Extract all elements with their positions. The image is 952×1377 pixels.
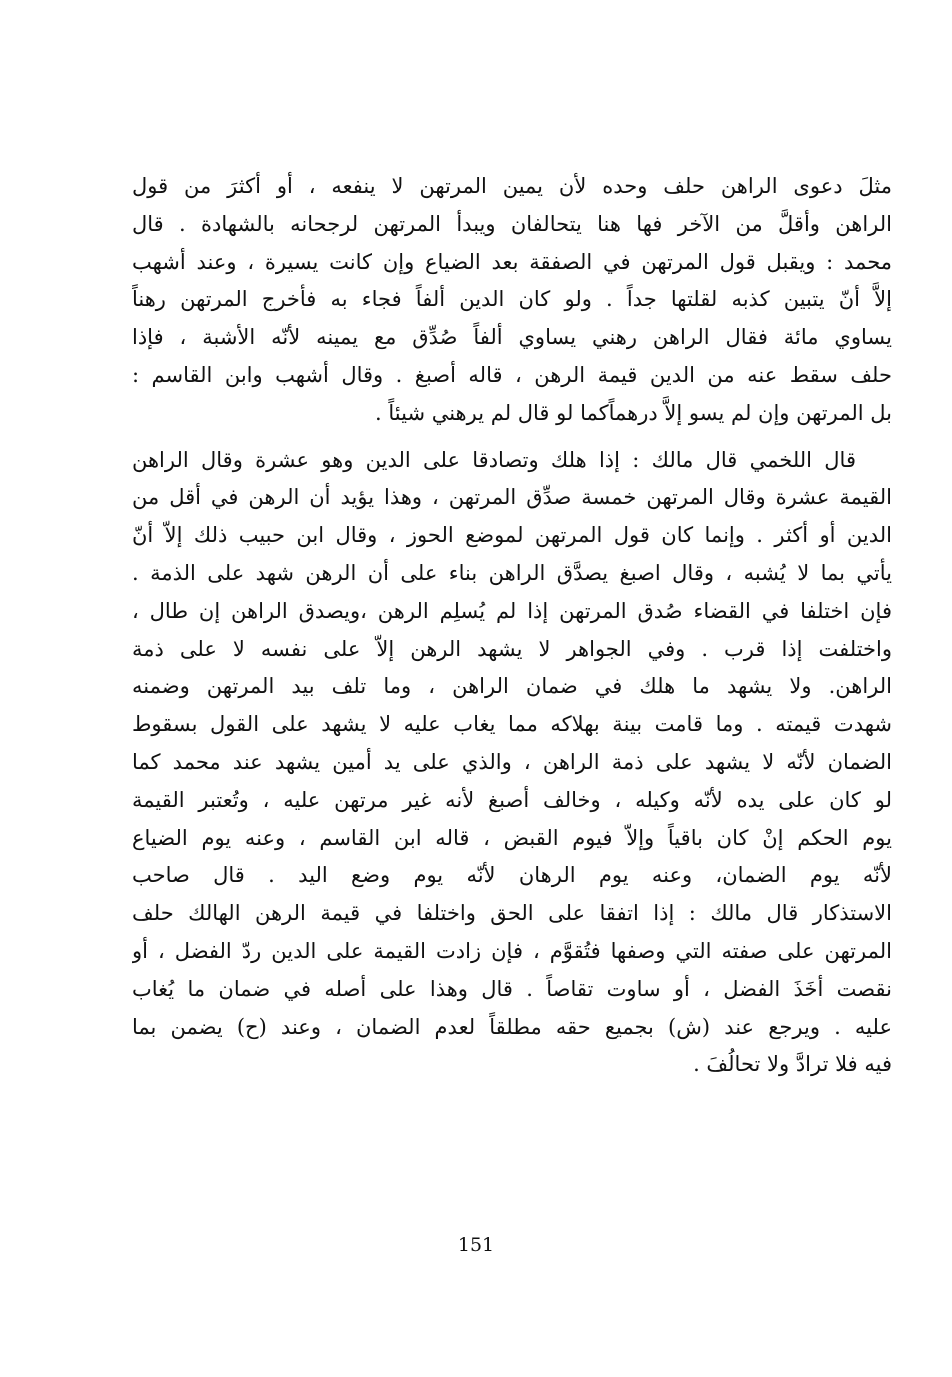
text-line: محمد : ويقبل قول المرتهن في الصفقة بعد الضياع وإن كانت يسيرة ، وعند أشهب <box>132 249 892 274</box>
text-line: بل المرتهن وإن لم يسو إلاَّ درهماًكما لو قال لم يرهني شيئاً . <box>375 400 892 425</box>
text-line: قال اللخمي قال مالك : إذا هلك وتصادقا على الدين وهو عشرة وقال الراهن <box>132 447 856 472</box>
text-line: شهدت قيمته . وما قامت بينة بهلاكه مما يغاب عليه لا يشهد على القول بسقوط <box>132 712 892 737</box>
text-line: المرتهن على صفته التي وصفها فتُقوَّم ، فإن زادت القيمة على الدين ردّ الفضل ، أو <box>132 938 892 963</box>
text-line: فيه فلا ترادَّ ولا تحالُفَ . <box>693 1052 892 1077</box>
text-line: مثلَ دعوى الراهن حلف وحده لأن يمين المرتهن لا ينفعه ، أو أكثرَ من قول <box>132 174 892 198</box>
text-line: يساوي مائة فقال الراهن رهني يساوي ألفاً صُدِّق مع يمينه لأنّه الأشبة ، فإذا <box>132 325 892 350</box>
text-line: الراهن. ولا يشهد ما هلك في ضمان الراهن ، وما تلف بيد المرتهن وضمنه <box>132 674 892 699</box>
text-line: الضمان لأنّه لا يشهد على ذمة الراهن ، والذي على يد أمين يشهد عند محمد كما <box>132 749 892 774</box>
paragraph-1 <box>132 168 892 433</box>
text-line: واختلفت إذا قرب . وفي الجواهر لا يشهد الرهن إلاّ على نفسه لا على ذمة <box>132 636 892 661</box>
text-line: الراهن وأقلَّ من الآخر فها هنا يتحالفان ويبدأ المرتهن لرجحانه بالشهادة . قال <box>132 211 892 236</box>
text-line: نقصت أخَذَ الفضل ، أو ساوت تقاصاً . قال وهذا على أصله في ضمان ما يُغاب <box>132 976 892 1001</box>
text-line: عليه . ويرجع عند (ش) بجميع حقه مطلقاً لعدم الضمان ، وعند (ح) يضمن بما <box>132 1014 892 1039</box>
text-line: فإن اختلفا في القضاء صُدق المرتهن إذا لم يُسلِم الرهن ،ويصدق الراهن إن طال ، <box>132 598 892 623</box>
text-line: لو كان على يده لأنّه وكيله ، وخالف أصبغ لأنه غير مرتهن عليه ، وتُعتبر القيمة <box>132 787 892 812</box>
text-line: القيمة عشرة وقال المرتهن خمسة صدِّق المرتهن ، وهذا يؤيد أن الرهن في أقل من <box>132 485 892 510</box>
page-number: 151 <box>457 1234 495 1256</box>
text-line: لأنّه يوم الضمان، وعنه يوم الرهان لأنّه يوم وضع اليد . قال صاحب <box>132 863 892 888</box>
text-line: يوم الحكم إنْ كان باقياً وإلاّ فيوم القبض ، قاله ابن القاسم ، وعنه يوم الضياع <box>132 825 892 850</box>
text-line: حلف سقط عنه من الدين قيمة الرهن ، قاله أصبغ . وقال أشهب وابن القاسم : <box>132 362 892 387</box>
text-line: الاستذكار قال مالك : إذا اتفقا على الحق واختلفا في قيمة الرهن الهالك حلف <box>132 901 892 926</box>
text-line: يأتي بما لا يُشبه ، وقال اصبغ يصدَّق الراهن بناء على أن الرهن شهد على الذمة . <box>132 560 892 585</box>
text-line: الدين أو أكثر . وإنما كان قول المرتهن لموضع الحوز ، وقال ابن حبيب ذلك إلاّ أنّ <box>132 523 892 548</box>
paragraph-2 <box>132 442 892 1085</box>
text-line: إلاَّ أنّ يتبين كذبه لقلتها جداً . ولو كان الدين ألفاً فجاء به فأخرج المرتهن رهناً <box>132 287 892 312</box>
body-text <box>132 168 892 1084</box>
